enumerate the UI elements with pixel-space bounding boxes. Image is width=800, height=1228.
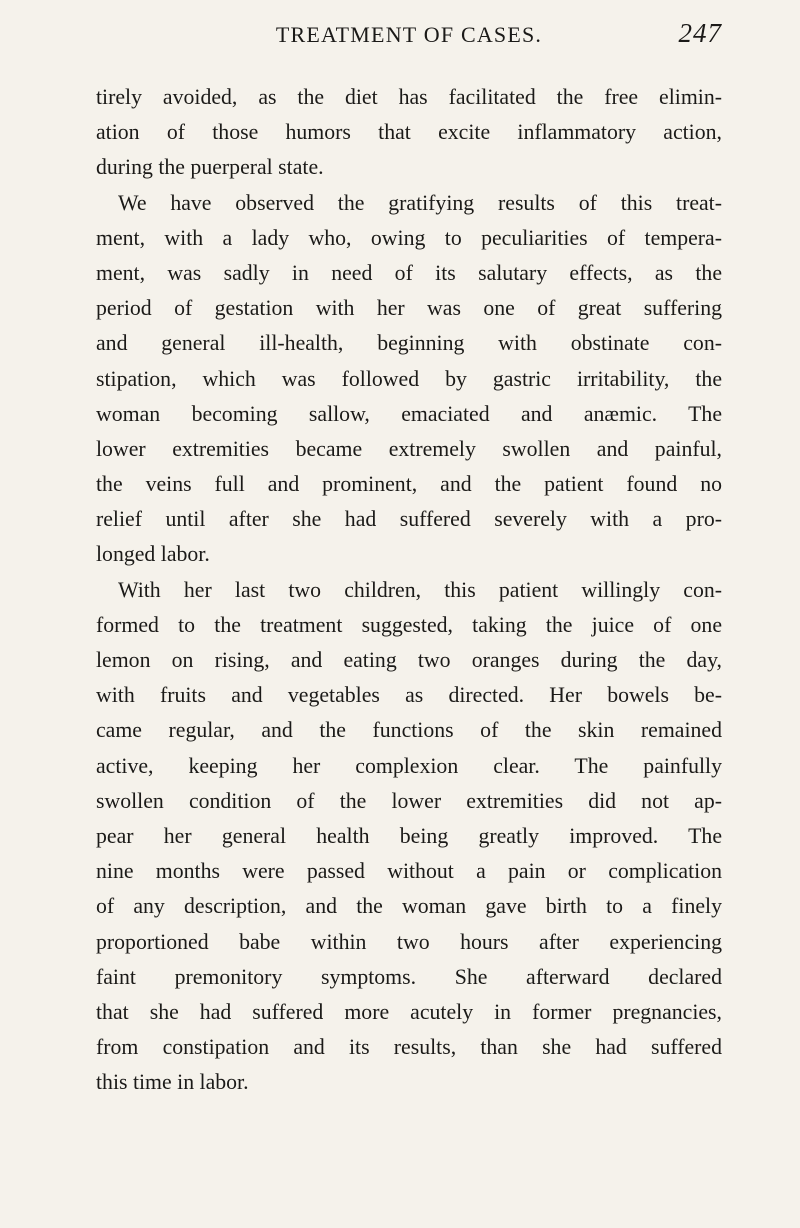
paragraph-3 — [96, 573, 722, 1101]
text-line: stipation, which was followed by gastric irritability, the — [96, 366, 722, 391]
text-line: of any description, and the woman gave birth to a finely — [96, 894, 722, 919]
text-line: ment, was sadly in need of its salutary effects, as the — [96, 260, 722, 285]
text-line: with fruits and vegetables as directed. Her bowels be- — [96, 683, 722, 708]
text-line: faint premonitory symptoms. She afterward declared — [96, 964, 722, 989]
paragraph-2 — [96, 186, 722, 573]
text-line: this time in labor. — [96, 1070, 249, 1095]
text-line: ation of those humors that excite inflammatory action, — [96, 120, 722, 145]
page-number: 247 — [678, 18, 722, 48]
text-line: tirely avoided, as the diet has facilitated the free elimin- — [96, 85, 722, 109]
text-line: With her last two children, this patient willingly con- — [118, 577, 722, 602]
paragraph-1 — [96, 80, 722, 186]
running-head — [96, 14, 722, 54]
text-line: proportioned babe within two hours after experiencing — [96, 929, 722, 954]
text-line: during the puerperal state. — [96, 155, 324, 180]
text-line: woman becoming sallow, emaciated and anæmic. The — [96, 401, 722, 426]
text-line: pear her general health being greatly improved. The — [96, 823, 722, 848]
body-text — [96, 80, 722, 1100]
text-line: from constipation and its results, than she had suffered — [96, 1035, 722, 1060]
text-line: ment, with a lady who, owing to peculiarities of tempera- — [96, 225, 722, 250]
text-line: lower extremities became extremely swollen and painful, — [96, 436, 722, 461]
text-line: swollen condition of the lower extremities did not ap- — [96, 788, 722, 813]
text-line: We have observed the gratifying results of this treat- — [118, 190, 722, 215]
text-line: nine months were passed without a pain or complication — [96, 859, 722, 884]
text-line: and general ill-health, beginning with obstinate con- — [96, 331, 722, 356]
text-line: lemon on rising, and eating two oranges during the day, — [96, 648, 722, 672]
text-line: longed labor. — [96, 542, 210, 567]
text-line: active, keeping her complexion clear. The painfully — [96, 753, 722, 778]
text-line: the veins full and prominent, and the patient found no — [96, 472, 722, 497]
text-line: relief until after she had suffered severely with a pro- — [96, 507, 722, 532]
text-line: period of gestation with her was one of great suffering — [96, 296, 722, 321]
text-line: formed to the treatment suggested, taking the juice of one — [96, 612, 722, 637]
running-title: TREATMENT OF CASES. — [275, 22, 543, 47]
text-line: came regular, and the functions of the skin remained — [96, 718, 722, 743]
text-line: that she had suffered more acutely in former pregnancies, — [96, 999, 722, 1024]
